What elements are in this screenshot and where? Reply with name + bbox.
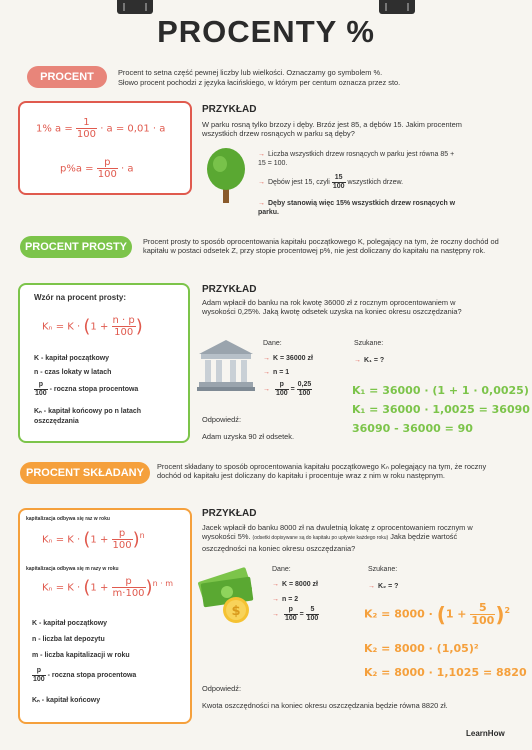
fraction: $\frac{n \cdot p}{100}$ bbox=[112, 315, 135, 338]
skladany-legend-k: K - kapitał początkowy bbox=[32, 620, 108, 627]
fraction: $\frac{5}{100}$ bbox=[471, 601, 495, 628]
prosty-answer: Adam uzyska 90 zł odsetek. bbox=[202, 432, 295, 441]
prosty-szukane-k1: → K₁ = ? bbox=[354, 357, 385, 364]
tree-icon bbox=[205, 147, 247, 205]
bank-icon bbox=[197, 338, 255, 392]
fraction: $\frac{1}{100}$ bbox=[76, 117, 97, 140]
skladany-dane-p: → $\frac{p}{100}$ = $\frac{5}{100}$ bbox=[272, 606, 319, 622]
prosty-desc: Procent prosty to sposób oprocentowania kapitału początkowego K, polegający na tym, że roczny dochód od kapitału w postaci odsetek Z, przy stopie procentowej p%, nie jest doliczany do kapitału na następny rok. bbox=[143, 237, 499, 256]
prosty-legend-kn: Kₙ - kapitał końcowy po n latach oszczędzania bbox=[34, 408, 142, 425]
brand-logo: LearnHow bbox=[466, 729, 505, 738]
procent-formula-2: p%a = $\frac{p}{100}$ · a bbox=[60, 157, 134, 180]
prosty-legend-k: K - kapitał początkowy bbox=[34, 355, 110, 362]
prosty-formula-box bbox=[18, 283, 190, 443]
fraction: $\frac{p}{100}$ bbox=[284, 606, 297, 622]
procent-formula-box bbox=[18, 101, 192, 195]
skladany-answer-heading: Odpowiedź: bbox=[202, 684, 242, 693]
skladany-legend-kn: Kₙ - kapitał końcowy bbox=[32, 697, 101, 704]
page-title: PROCENTY % bbox=[157, 14, 375, 49]
procent-formula-1: 1% a = $\frac{1}{100}$ · a = 0,01 · a bbox=[36, 117, 166, 140]
procent-desc-2: Słowo procent pochodzi z języka łacińskiego, w którym per centum oznacza przez sto. bbox=[118, 78, 401, 87]
binder-clip-right bbox=[379, 0, 415, 14]
money-icon bbox=[196, 566, 258, 626]
skladany-example-heading: PRZYKŁAD bbox=[202, 508, 257, 519]
skladany-calc-1: K₂ = 8000 · (1 + $\frac{5}{100}$ )$^2$ bbox=[364, 601, 511, 628]
svg-text:$: $ bbox=[231, 604, 241, 619]
skladany-calc-3: K₂ = 8000 · 1,1025 = 8820 bbox=[364, 666, 527, 679]
fraction: $\frac{0,25}{100}$ bbox=[297, 381, 312, 397]
prosty-example-question: Adam wpłacił do banku na rok kwotę 36000 zł z rocznym oprocentowaniem w wysokości 0,25%. Jaką kwotę odsetek uzyska na koniec okresu oszczędzania? bbox=[202, 298, 462, 317]
skladany-desc: Procent składany to sposób oprocentowania kapitału początkowego Kₙ polegający na tym, że roczny dochód od kapitału jest doliczany do kapitału i procentuje wraz z nim w roku następnym. bbox=[157, 462, 487, 481]
binder-clip-left bbox=[117, 0, 153, 14]
prosty-label: PROCENT PROSTY bbox=[20, 236, 132, 258]
skladany-label: PROCENT SKŁADANY bbox=[20, 462, 150, 484]
procent-label: PROCENT bbox=[27, 66, 107, 88]
prosty-calc-3: 36090 - 36000 = 90 bbox=[352, 422, 473, 435]
fraction: $\frac{5}{100}$ bbox=[306, 606, 319, 622]
procent-desc-1: Procent to setna część pewnej liczby lub wielkości. Oznaczamy go symbolem %. bbox=[118, 68, 383, 77]
skladany-calc-2: K₂ = 8000 · (1,05)² bbox=[364, 642, 479, 655]
skladany-cap-2: kapitalizacja odbywa się m razy w roku bbox=[26, 566, 119, 572]
prosty-legend-n: n - czas lokaty w latach bbox=[34, 369, 112, 376]
procent-example-question: W parku rosną tylko brzozy i dęby. Brzóz jest 85, a dębów 15. Jakim procentem wszystkich drzew rosnących w parku są dęby? bbox=[202, 120, 462, 139]
procent-bullet-3: → Dęby stanowią więc 15% wszystkich drzew rosnących w parku. bbox=[258, 200, 456, 216]
prosty-dane-n: → n = 1 bbox=[263, 369, 290, 376]
fraction: $\frac{p}{100}$ bbox=[33, 667, 45, 683]
skladany-formula-1: Kₙ = K · (1 + $\frac{p}{100}$ )$^n$ bbox=[42, 528, 145, 551]
prosty-dane-p: → $\frac{p}{100}$ = $\frac{0,25}{100}$ bbox=[263, 381, 312, 397]
fraction: $\frac{p}{100}$ bbox=[112, 528, 132, 551]
skladany-formula-2: Kₙ = K · (1 + $\frac{p}{m\cdot 100}$ )$^{n \cdot m}$ bbox=[42, 576, 174, 599]
prosty-example-heading: PRZYKŁAD bbox=[202, 284, 257, 295]
skladany-example-question: Jacek wpłacił do banku 8000 zł na dwuletnią lokatę z oprocentowaniem rocznym w wysokości 5%. (odsetki dopisywane są do kapitału po upływie każdego roku) Jaka będzie wartość oszczędności na koniec okresu oszczędzania? bbox=[202, 523, 473, 553]
skladany-dane-n: → n = 2 bbox=[272, 596, 299, 603]
fraction: $\frac{p}{100}$ bbox=[97, 157, 117, 180]
skladany-answer: Kwota oszczędności na koniec okresu oszczędzania będzie równa 8820 zł. bbox=[202, 701, 448, 710]
prosty-formula: Kₙ = K · (1 + $\frac{n \cdot p}{100}$ ) bbox=[42, 315, 143, 338]
procent-bullet-2: → Dębów jest 15, czyli $\frac{15}{100}$ wszystkich drzew. bbox=[258, 174, 404, 190]
procent-example-heading: PRZYKŁAD bbox=[202, 104, 257, 115]
fraction: $\frac{15}{100}$ bbox=[332, 174, 345, 190]
skladany-legend-n: n - liczba lat depozytu bbox=[32, 636, 105, 643]
prosty-szukane-heading: Szukane: bbox=[354, 340, 384, 347]
prosty-wzor-heading: Wzór na procent prosty: bbox=[34, 293, 127, 302]
skladany-cap-1: kapitalizacja odbywa się raz w roku bbox=[26, 516, 110, 522]
prosty-legend-p: $\frac{p}{100}$ - roczna stopa procentowa bbox=[35, 381, 139, 397]
fraction: $\frac{p}{100}$ bbox=[275, 381, 288, 397]
prosty-calc-2: K₁ = 36000 · 1,0025 = 36090 bbox=[352, 403, 530, 416]
procent-bullet-1: → Liczba wszystkich drzew rosnących w parku jest równa 85 + 15 = 100. bbox=[258, 151, 455, 167]
skladany-legend-p: $\frac{p}{100}$ - roczna stopa procentowa bbox=[33, 667, 137, 683]
skladany-szukane-heading: Szukane: bbox=[368, 566, 398, 573]
skladany-dane-heading: Dane: bbox=[272, 566, 291, 573]
skladany-szukane-k2: → K₂ = ? bbox=[368, 583, 399, 590]
skladany-formula-box bbox=[18, 508, 192, 724]
prosty-answer-heading: Odpowiedź: bbox=[202, 415, 242, 424]
prosty-calc-1: K₁ = 36000 · (1 + 1 · 0,0025) bbox=[352, 384, 529, 397]
prosty-dane-heading: Dane: bbox=[263, 340, 282, 347]
prosty-dane-k: → K = 36000 zł bbox=[263, 355, 313, 362]
fraction: $\frac{p}{m\cdot 100}$ bbox=[112, 576, 145, 599]
skladany-dane-k: → K = 8000 zł bbox=[272, 581, 318, 588]
fraction: $\frac{p}{100}$ bbox=[35, 381, 47, 397]
skladany-legend-m: m - liczba kapitalizacji w roku bbox=[32, 652, 130, 659]
